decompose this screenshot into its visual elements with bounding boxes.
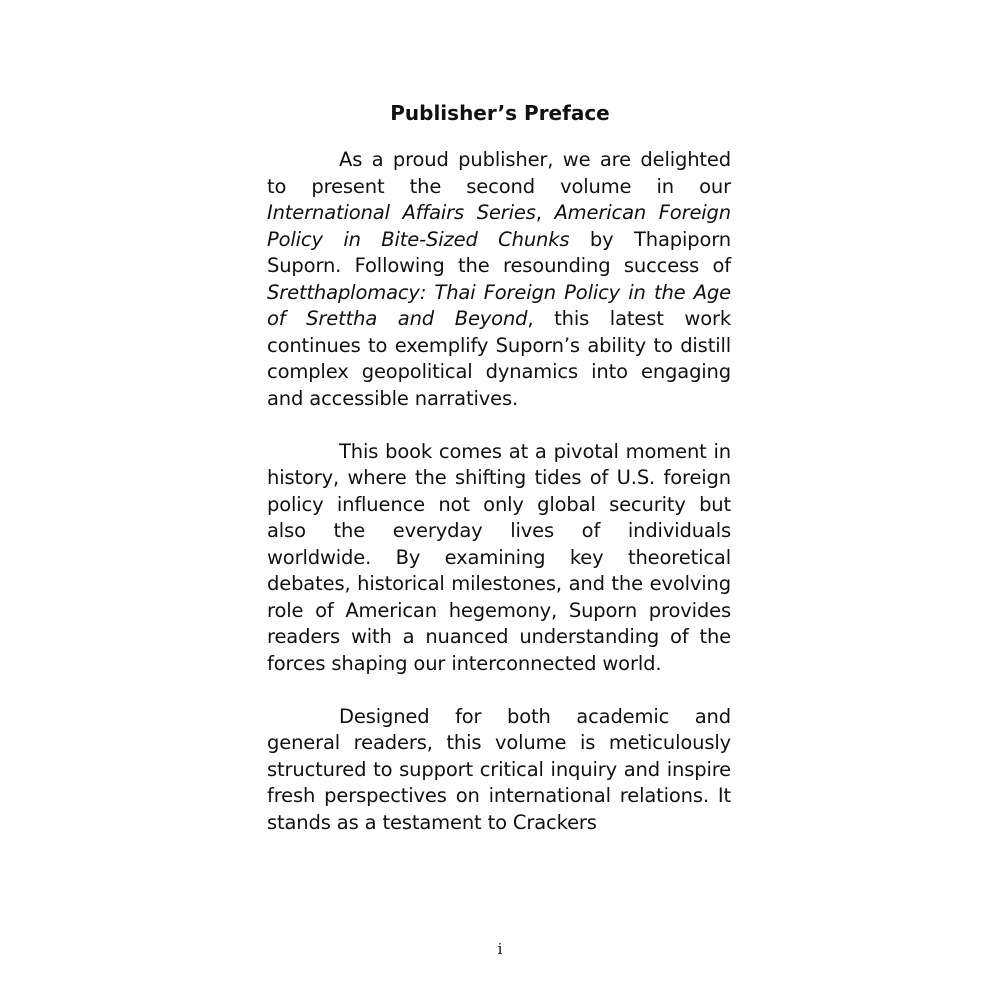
body-text-run: by Thapiporn Suporn. Following the resounding success of [267, 227, 731, 277]
italic-title-text: Sretthaplomacy: Thai Foreign Policy in the Age of Srettha and Beyond [267, 280, 731, 330]
preface-body [267, 147, 731, 836]
body-text-run: , [535, 201, 555, 224]
body-text-run: , this latest work continues to exemplify Suporn’s ability to distill complex geopolitical dynamics into engaging and accessible narratives. [267, 307, 731, 410]
body-text-run: This book comes at a pivotal moment in history, where the shifting tides of U.S. foreign policy influence not only global security but also the everyday lives of individuals worldwide. By examining key theoretical debates, historical milestones, and the evolving role of American hegemony, Suporn provides readers with a nuanced understanding of the forces shaping our interconnected world. [267, 439, 731, 675]
italic-title-text: American Foreign Policy in Bite-Sized Chunks [267, 201, 731, 251]
paragraph-2 [267, 439, 731, 678]
page-title: Publisher’s Preface [390, 101, 610, 125]
paragraph-3 [267, 704, 731, 837]
paragraph-1 [267, 147, 731, 412]
italic-title-text: International Affairs Series [267, 201, 536, 224]
page-number: i [497, 940, 503, 958]
body-text-run: Designed for both academic and general readers, this volume is meticulously structured to support critical inquiry and inspire fresh perspectives on international relations. It stands as a testament to Crackers [267, 704, 731, 834]
body-text-run: As a proud publisher, we are delighted to present the second volume in our [267, 148, 731, 198]
